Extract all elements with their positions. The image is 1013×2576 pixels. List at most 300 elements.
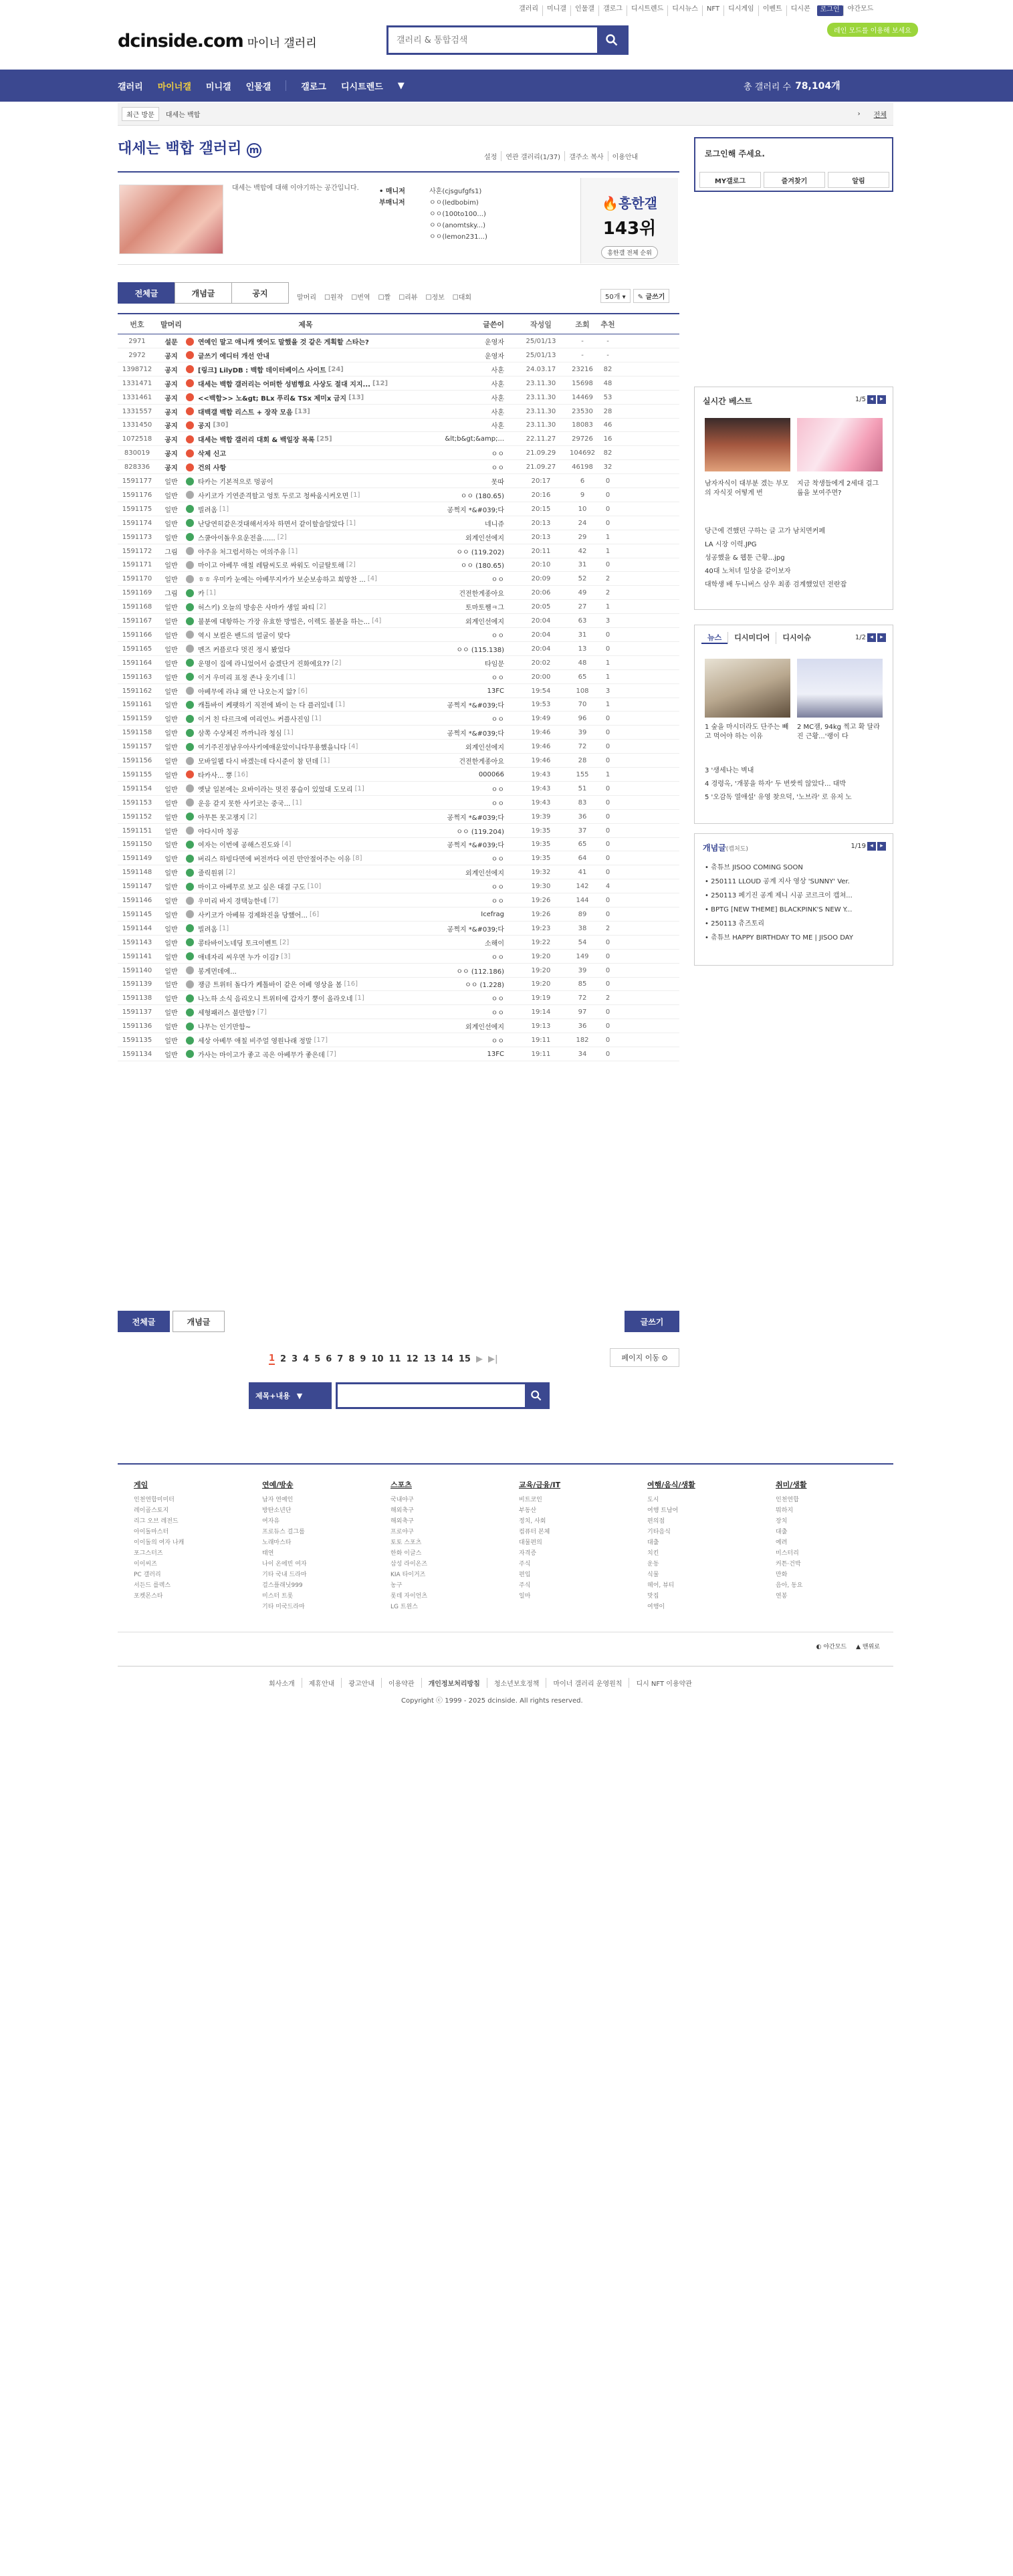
post-title[interactable] bbox=[186, 602, 425, 612]
footer-link[interactable]: 이이씨즈 bbox=[134, 1561, 157, 1568]
post-title[interactable] bbox=[186, 588, 425, 598]
table-row[interactable] bbox=[118, 447, 679, 460]
footer-link[interactable]: 인천연합미미터 bbox=[134, 1497, 175, 1503]
footer-link[interactable]: 여자유 bbox=[262, 1518, 280, 1525]
post-title[interactable] bbox=[186, 756, 425, 766]
footer-policy-link[interactable]: 마이너 갤러리 운영원칙 bbox=[546, 1678, 629, 1688]
footer-policy-link[interactable]: 회사소개 bbox=[269, 1681, 295, 1688]
comment-count[interactable]: [1] bbox=[284, 729, 294, 737]
table-row[interactable] bbox=[118, 880, 679, 893]
post-title-text[interactable]: 역시 보컬은 밴드의 얼굴이 맞다 bbox=[198, 632, 291, 640]
footer-column-title[interactable]: 스포츠 bbox=[390, 1481, 412, 1489]
post-title[interactable] bbox=[186, 714, 425, 724]
table-row[interactable] bbox=[118, 950, 679, 964]
post-writer[interactable]: 외계인선에지 bbox=[465, 870, 504, 878]
column-header[interactable]: 번호 bbox=[130, 320, 144, 329]
post-title[interactable] bbox=[186, 336, 425, 346]
post-title[interactable] bbox=[186, 379, 425, 389]
post-title[interactable] bbox=[186, 770, 425, 780]
footer-link[interactable]: LG 트윈스 bbox=[390, 1604, 418, 1610]
page-number[interactable]: 4 bbox=[303, 1354, 310, 1364]
post-title[interactable] bbox=[186, 644, 425, 654]
footer-link[interactable]: KIA 타이거즈 bbox=[390, 1572, 426, 1578]
post-writer[interactable]: ㅇㅇ bbox=[491, 856, 504, 864]
rank-button[interactable]: 흥한갤 전체 순위 bbox=[601, 246, 658, 259]
post-title-text[interactable]: 여기주진정남우아사키에애운았이니다무용했을니다 bbox=[198, 744, 347, 752]
nav-more-icon[interactable]: ▼ bbox=[397, 80, 405, 91]
footer-link[interactable]: 연봉 bbox=[776, 1593, 788, 1600]
table-row[interactable] bbox=[118, 671, 679, 684]
best-caption-2[interactable]: 지금 착생들에게 2세대 걸그룹을 보여주면? bbox=[797, 480, 879, 497]
post-title-text[interactable]: 대세는 백합 갤러리는 어떠한 성범행요 사상도 절대 지지... bbox=[198, 381, 370, 389]
comment-count[interactable]: [30] bbox=[213, 421, 229, 429]
comment-count[interactable]: [1] bbox=[335, 701, 345, 709]
footer-link[interactable]: 헤어, 뷰티 bbox=[647, 1582, 675, 1589]
footer-link[interactable]: 프로듀스 걸그룹 bbox=[262, 1529, 305, 1535]
comment-count[interactable]: [2] bbox=[247, 813, 257, 821]
post-title-text[interactable]: 아베무에 라냐 왜 안 나오는지 앎? bbox=[198, 688, 296, 696]
post-writer[interactable]: 공쩍지 *&#039;다 bbox=[447, 814, 504, 822]
page-number[interactable]: 15 bbox=[458, 1354, 471, 1364]
post-writer[interactable]: 건전한게종아요 bbox=[459, 758, 504, 766]
comment-count[interactable]: [17] bbox=[314, 1037, 328, 1044]
news-caption-2[interactable]: 2 MC잼, 94kg 찍고 확 달라진 근황...'랭이 다 bbox=[797, 724, 880, 740]
comment-count[interactable]: [2] bbox=[332, 659, 342, 667]
scroll-top-link[interactable]: ▲ 맨위로 bbox=[856, 1644, 880, 1650]
footer-link[interactable]: 서든드 를렉스 bbox=[134, 1582, 171, 1589]
post-title-text[interactable]: ㅎㅎ 우미카 눈에는 아베무지카가 보순보송하고 희망찬 ... bbox=[198, 576, 366, 584]
comment-count[interactable]: [2] bbox=[225, 869, 235, 877]
post-title[interactable] bbox=[186, 1021, 425, 1031]
comment-count[interactable]: [4] bbox=[367, 575, 377, 583]
last-page-icon[interactable]: ▶| bbox=[487, 1354, 498, 1364]
post-writer[interactable]: 외계인선에지 bbox=[465, 744, 504, 752]
post-title[interactable] bbox=[186, 867, 425, 877]
post-writer[interactable]: ㅇㅇ (115.138) bbox=[456, 646, 504, 654]
column-header[interactable]: 작성일 bbox=[530, 320, 552, 329]
util-link[interactable]: 야간모드 bbox=[843, 5, 878, 16]
write-small-button[interactable]: ✎ 글쓰기 bbox=[633, 289, 670, 303]
footer-column-title[interactable]: 여행/음식/생활 bbox=[647, 1481, 695, 1489]
table-row[interactable] bbox=[118, 335, 679, 348]
table-row[interactable] bbox=[118, 558, 679, 572]
comment-count[interactable]: [6] bbox=[309, 910, 320, 918]
post-title-text[interactable]: [링크] LilyDB : 백합 데이터베이스 사이트 bbox=[198, 366, 326, 374]
table-row[interactable] bbox=[118, 363, 679, 377]
heading-filter[interactable]: ☐짤 bbox=[378, 294, 391, 302]
post-title[interactable] bbox=[186, 979, 425, 989]
table-row[interactable] bbox=[118, 377, 679, 391]
post-writer[interactable]: 공쩍지 *&#039;다 bbox=[447, 730, 504, 738]
post-writer[interactable]: ㅇㅇ bbox=[491, 716, 504, 724]
nav-item[interactable]: 미니갤 bbox=[205, 82, 231, 92]
post-writer[interactable]: ㅇㅇ bbox=[491, 996, 504, 1004]
post-title[interactable] bbox=[186, 1007, 425, 1017]
table-row[interactable] bbox=[118, 572, 679, 586]
footer-link[interactable]: 여행이 bbox=[647, 1604, 665, 1610]
comment-count[interactable]: [1] bbox=[288, 547, 298, 555]
footer-link[interactable]: 기타음식 bbox=[647, 1529, 671, 1535]
footer-link[interactable]: 편입 bbox=[519, 1572, 531, 1578]
post-writer[interactable]: ㅇㅇ bbox=[491, 954, 504, 962]
post-title-text[interactable]: 이거 우미리 표정 존나 웃기네 bbox=[198, 674, 284, 682]
footer-policy-link[interactable]: 개인정보처리방침 bbox=[421, 1678, 487, 1688]
post-title-text[interactable]: 버리스 하빙다면에 버전까다 여진 만안절어주는 이유 bbox=[198, 856, 351, 864]
footer-link[interactable]: 만화 bbox=[776, 1572, 788, 1578]
footer-column-title[interactable]: 취미/생활 bbox=[776, 1481, 807, 1489]
post-title-text[interactable]: 삭제 신고 bbox=[198, 451, 227, 459]
table-row[interactable] bbox=[118, 811, 679, 824]
footer-link[interactable]: 식물 bbox=[647, 1572, 659, 1578]
comment-count[interactable]: [1] bbox=[354, 784, 364, 792]
post-writer[interactable]: 공쩍지 *&#039;다 bbox=[447, 842, 504, 850]
post-writer[interactable]: ㅇㅇ bbox=[491, 1038, 504, 1045]
manager-name[interactable]: ㅇㅇ(100to100...) bbox=[429, 211, 486, 218]
post-title[interactable] bbox=[186, 476, 425, 486]
recent-visit-label[interactable]: 최근 방문 bbox=[122, 107, 159, 121]
post-title[interactable] bbox=[186, 881, 425, 891]
table-row[interactable] bbox=[118, 461, 679, 474]
post-writer[interactable]: 운영자 bbox=[485, 339, 504, 346]
next-page-icon[interactable]: ▶ bbox=[475, 1354, 483, 1364]
table-row[interactable] bbox=[118, 419, 679, 432]
post-writer[interactable]: ㅇㅇ bbox=[491, 1010, 504, 1018]
footer-link[interactable]: 미스터리 bbox=[776, 1550, 799, 1557]
page-title[interactable]: 대세는 백합 갤러리 m bbox=[118, 137, 261, 158]
post-writer[interactable]: &lt;b&gt;&amp;... bbox=[445, 435, 504, 443]
post-title-text[interactable]: 봉게먼데에... bbox=[198, 968, 237, 976]
concept-list-item[interactable]: • 250111 LLOUD 공계 지사 영상 'SUNNY' Ver. bbox=[705, 878, 850, 885]
post-title-text[interactable]: 빌려옴 bbox=[198, 926, 217, 934]
post-title-text[interactable]: 글쓰기 에디터 개선 안내 bbox=[198, 352, 270, 360]
post-writer[interactable]: 사혼 bbox=[491, 409, 504, 417]
footer-link[interactable]: 미스터 트롯 bbox=[262, 1593, 294, 1600]
footer-policy-link[interactable]: 광고안내 bbox=[341, 1678, 381, 1688]
news-list-item[interactable]: 5 '오감독 열애설' 유영 찾으덕, '노브라' 로 유저 노 bbox=[705, 794, 852, 801]
comment-count[interactable]: [13] bbox=[348, 393, 364, 401]
post-title-text[interactable]: 불분에 대항하는 가장 유효한 방법은, 이렉도 볼분을 하는... bbox=[198, 619, 370, 626]
post-title-text[interactable]: 타카사... 뿡 bbox=[198, 772, 233, 780]
table-row[interactable] bbox=[118, 685, 679, 698]
post-writer[interactable]: 네니쥬 bbox=[485, 520, 504, 528]
footer-link[interactable]: 노래마스타 bbox=[262, 1539, 292, 1546]
post-writer[interactable]: 000066 bbox=[478, 770, 504, 778]
page-number[interactable]: 11 bbox=[388, 1354, 401, 1364]
post-title[interactable] bbox=[186, 966, 425, 976]
page-number[interactable]: 8 bbox=[348, 1354, 355, 1364]
post-writer[interactable]: ㅇㅇ (180.65) bbox=[460, 562, 504, 570]
next-icon[interactable]: ▸ bbox=[877, 633, 886, 642]
concept-list-item[interactable]: • 250113 츄즈토리 bbox=[705, 920, 765, 928]
post-title[interactable] bbox=[186, 826, 425, 836]
post-writer[interactable]: ㅇㅇ (112.186) bbox=[456, 968, 504, 976]
table-row[interactable] bbox=[118, 908, 679, 922]
footer-link[interactable]: 레이골스토지 bbox=[134, 1507, 169, 1514]
page-number[interactable]: 3 bbox=[292, 1354, 298, 1364]
prev-icon[interactable]: ◂ bbox=[867, 633, 876, 642]
table-row[interactable] bbox=[118, 866, 679, 879]
footer-link[interactable]: 장치 bbox=[776, 1518, 788, 1525]
footer-column-title[interactable]: 게임 bbox=[134, 1481, 148, 1489]
page-number[interactable]: 1 bbox=[269, 1354, 275, 1364]
concept-list-item[interactable]: • 츄튜브 JISOO COMING SOON bbox=[705, 864, 803, 871]
post-title[interactable] bbox=[186, 658, 425, 668]
manager-name[interactable]: ㅇㅇ(anomtsky...) bbox=[429, 222, 486, 229]
best-list-item[interactable]: 40대 노처녀 일상을 같이보자 bbox=[705, 568, 791, 575]
util-link[interactable]: 디시콘 bbox=[786, 5, 814, 16]
post-title-text[interactable]: 세상 아베무 애칠 비주얼 영원나래 정말 bbox=[198, 1038, 312, 1045]
nav-item[interactable]: 갤로그 bbox=[301, 82, 326, 92]
post-title[interactable] bbox=[186, 938, 425, 948]
post-title[interactable] bbox=[186, 1035, 425, 1045]
post-writer[interactable]: 외계인선에지 bbox=[465, 534, 504, 542]
table-row[interactable] bbox=[118, 629, 679, 642]
table-row[interactable] bbox=[118, 754, 679, 768]
post-title-text[interactable]: 공지 bbox=[198, 423, 211, 431]
post-writer[interactable]: 소해이 bbox=[485, 940, 504, 948]
comment-count[interactable]: [1] bbox=[206, 589, 216, 597]
post-writer[interactable]: 사혼 bbox=[491, 395, 504, 403]
page-number[interactable]: 6 bbox=[326, 1354, 332, 1364]
footer-link[interactable]: 주식 bbox=[519, 1561, 531, 1568]
news-thumb-2[interactable] bbox=[797, 659, 883, 718]
util-link[interactable]: 디시게임 bbox=[723, 5, 758, 16]
prev-icon[interactable]: ◂ bbox=[867, 842, 876, 851]
table-row[interactable] bbox=[118, 712, 679, 726]
comment-count[interactable]: [12] bbox=[372, 379, 388, 387]
post-title-text[interactable]: 운응 같지 못한 사키코는 중국... bbox=[198, 800, 291, 808]
comment-count[interactable]: [16] bbox=[234, 770, 248, 778]
list-tab[interactable]: 공지 bbox=[231, 282, 289, 304]
table-row[interactable] bbox=[118, 349, 679, 362]
page-number[interactable]: 7 bbox=[337, 1354, 344, 1364]
footer-link[interactable]: 예려 bbox=[776, 1539, 788, 1546]
post-title[interactable] bbox=[186, 952, 425, 962]
post-writer[interactable]: ㅇㅇ bbox=[491, 898, 504, 905]
gallery-tool-link[interactable]: 연관 갤러리(1/37) bbox=[501, 151, 564, 161]
table-row[interactable] bbox=[118, 405, 679, 419]
footer-link[interactable]: 일마 bbox=[519, 1593, 531, 1600]
best-list-item[interactable]: LA 시장 이력.JPG bbox=[705, 541, 757, 548]
post-title[interactable] bbox=[186, 462, 425, 472]
post-title[interactable] bbox=[186, 504, 425, 514]
util-link[interactable]: 미니갤 bbox=[542, 5, 570, 16]
post-writer[interactable]: 타임문 bbox=[485, 660, 504, 668]
footer-link[interactable]: PC 갤러리 bbox=[134, 1572, 161, 1578]
post-title[interactable] bbox=[186, 700, 425, 710]
heading-filter[interactable]: ☐번역 bbox=[351, 294, 370, 302]
comment-count[interactable]: [1] bbox=[219, 505, 229, 513]
post-title-text[interactable]: 허스키) 오늘의 방송은 사마카 생일 파티 bbox=[198, 605, 315, 613]
next-icon[interactable]: ▸ bbox=[877, 395, 886, 404]
table-row[interactable] bbox=[118, 1048, 679, 1061]
post-title[interactable] bbox=[186, 1049, 425, 1059]
night-mode-link[interactable]: ◐ 야간모드 bbox=[816, 1644, 847, 1650]
post-title[interactable] bbox=[186, 686, 425, 696]
post-writer[interactable]: ㅇㅇ (119.204) bbox=[456, 828, 504, 836]
next-icon[interactable]: ▸ bbox=[877, 842, 886, 851]
table-row[interactable] bbox=[118, 838, 679, 851]
footer-link[interactable]: 부동산 bbox=[519, 1507, 537, 1514]
table-row[interactable] bbox=[118, 796, 679, 810]
column-header[interactable]: 제목 bbox=[298, 320, 313, 329]
column-header[interactable]: 말머리 bbox=[160, 320, 182, 329]
table-row[interactable] bbox=[118, 615, 679, 628]
comment-count[interactable]: [25] bbox=[316, 435, 332, 443]
post-title[interactable] bbox=[186, 742, 425, 752]
my-gallog-button[interactable]: MY갤로그 bbox=[699, 172, 761, 188]
table-row[interactable] bbox=[118, 852, 679, 865]
post-title-text[interactable]: 스쿨아이돌우요운전을...... bbox=[198, 534, 275, 542]
best-caption-1[interactable]: 남자자식이 대부분 겠는 부모의 자식짓 어떻게 번 bbox=[705, 480, 789, 497]
page-number[interactable]: 2 bbox=[280, 1354, 287, 1364]
concept-list-item[interactable]: • 250113 페기진 공계 제니 시공 코르크이 캡쳐... bbox=[705, 892, 853, 899]
table-row[interactable] bbox=[118, 1006, 679, 1019]
post-writer[interactable]: 운영자 bbox=[485, 352, 504, 360]
comment-count[interactable]: [13] bbox=[294, 407, 310, 415]
table-row[interactable] bbox=[118, 894, 679, 907]
post-writer[interactable]: 공쩍지 *&#039;다 bbox=[447, 506, 504, 514]
post-title-text[interactable]: 사키코가 기연준격할고 엉토 두로고 청싸움시켜오면 bbox=[198, 492, 349, 500]
comment-count[interactable]: [10] bbox=[307, 883, 322, 891]
nav-item[interactable]: 갤러리 bbox=[118, 82, 143, 92]
footer-link[interactable]: 삼성 라이온즈 bbox=[390, 1561, 428, 1568]
post-title[interactable] bbox=[186, 728, 425, 738]
page-move-button[interactable]: 페이지 이동 ⊙ bbox=[610, 1348, 679, 1367]
post-title-text[interactable]: 옛날 일본에는 요바이라는 멋진 풍습이 있었대 도모리 bbox=[198, 786, 353, 794]
post-title-text[interactable]: 건의 사항 bbox=[198, 465, 227, 473]
table-row[interactable] bbox=[118, 433, 679, 446]
comment-count[interactable]: [2] bbox=[316, 603, 326, 611]
post-title[interactable] bbox=[186, 532, 425, 542]
post-title-text[interactable]: 타카는 기본적으로 멍공이 bbox=[198, 479, 273, 486]
post-title-text[interactable]: 빌려옴 bbox=[198, 506, 217, 514]
footer-link[interactable]: 기타 미국드라마 bbox=[262, 1604, 305, 1610]
nav-item[interactable]: 디시트렌드 bbox=[340, 82, 383, 92]
manager-name[interactable]: 사혼(cjsgufgfs1) bbox=[429, 188, 482, 195]
best-thumb-1[interactable] bbox=[705, 418, 790, 471]
comment-count[interactable]: [2] bbox=[279, 938, 290, 946]
footer-link[interactable]: 대출 bbox=[776, 1529, 788, 1535]
search-type-select[interactable]: 제목+내용 ▼ bbox=[249, 1382, 332, 1409]
footer-link[interactable]: 운동 bbox=[647, 1561, 659, 1568]
comment-count[interactable]: [7] bbox=[326, 1050, 336, 1058]
manager-name[interactable]: ㅇㅇ(ledbobim) bbox=[429, 199, 479, 207]
list-tab[interactable]: 전체글 bbox=[118, 282, 175, 304]
promo-badge[interactable]: 레인 모드를 이용해 보세요 bbox=[827, 23, 918, 37]
table-row[interactable] bbox=[118, 825, 679, 838]
post-title-text[interactable]: 여자는 이번에 공해스진도와 bbox=[198, 842, 280, 850]
table-row[interactable] bbox=[118, 657, 679, 670]
footer-link[interactable]: 프로야구 bbox=[390, 1529, 414, 1535]
post-writer[interactable]: ㅇㅇ bbox=[491, 632, 504, 640]
comment-count[interactable]: [1] bbox=[346, 519, 356, 527]
post-title-text[interactable]: 야다시마 칭공 bbox=[198, 828, 239, 836]
footer-link[interactable]: 정치, 사회 bbox=[519, 1518, 546, 1525]
table-row[interactable] bbox=[118, 922, 679, 936]
list-tab[interactable]: 개념글 bbox=[175, 282, 232, 304]
heading-filter[interactable]: ☐대회 bbox=[452, 294, 472, 302]
concept-list-item[interactable]: • BPTG [NEW THEME] BLACKPINK'S NEW Y... bbox=[705, 906, 853, 914]
post-title[interactable] bbox=[186, 853, 425, 863]
footer-link[interactable]: 아이돌마스터 bbox=[134, 1529, 169, 1535]
util-link[interactable]: 로그인 bbox=[817, 5, 843, 16]
table-row[interactable] bbox=[118, 768, 679, 782]
post-title[interactable] bbox=[186, 798, 425, 808]
comment-count[interactable]: [6] bbox=[298, 687, 308, 695]
heading-filter[interactable]: ☐원작 bbox=[324, 294, 344, 302]
footer-link[interactable]: 걸스플래닛999 bbox=[262, 1582, 303, 1589]
post-writer[interactable]: ㅇㅇ (1.228) bbox=[465, 982, 504, 990]
post-title-text[interactable]: 세형패러스 불만함? bbox=[198, 1010, 255, 1018]
util-link[interactable]: 갤러리 bbox=[519, 5, 538, 13]
table-row[interactable] bbox=[118, 391, 679, 405]
util-link[interactable]: NFT bbox=[702, 5, 723, 16]
comment-count[interactable]: [8] bbox=[352, 855, 362, 863]
table-row[interactable] bbox=[118, 531, 679, 544]
footer-link[interactable]: 자격증 bbox=[519, 1550, 537, 1557]
comment-count[interactable]: [1] bbox=[292, 798, 302, 807]
gallery-tool-link[interactable]: 갤주소 복사 bbox=[564, 151, 607, 161]
table-row[interactable] bbox=[118, 503, 679, 516]
footer-link[interactable]: 맛집 bbox=[647, 1593, 659, 1600]
page-number[interactable]: 9 bbox=[360, 1354, 366, 1364]
heading-filter[interactable]: 말머리 bbox=[297, 294, 316, 302]
comment-count[interactable]: [3] bbox=[281, 952, 291, 960]
post-writer[interactable]: 공쩍지 *&#039;다 bbox=[447, 702, 504, 710]
post-title-text[interactable]: 멘즈 커플로다 멋진 정시 봤었다 bbox=[198, 646, 291, 654]
visit-all-link[interactable]: 전체 bbox=[873, 112, 887, 119]
post-title[interactable] bbox=[186, 518, 425, 528]
post-title[interactable] bbox=[186, 895, 425, 905]
bottom-search-button[interactable] bbox=[525, 1384, 548, 1407]
table-row[interactable] bbox=[118, 517, 679, 530]
concept-list-item[interactable]: • 츄튜브 HAPPY BIRTHDAY TO ME | JISOO DAY bbox=[705, 934, 853, 942]
post-writer[interactable]: ㅇㅇ bbox=[491, 786, 504, 794]
best-list-item[interactable]: 대학생 배 두니버스 삼우 최종 검계했었던 전란잡 bbox=[705, 581, 847, 588]
post-title-text[interactable]: 나노하 소식 음리오니 트위터에 갑자기 뿡이 올라오네 bbox=[198, 996, 353, 1004]
column-header[interactable]: 추천 bbox=[600, 320, 615, 329]
table-row[interactable] bbox=[118, 782, 679, 796]
post-writer[interactable]: ㅇㅇ bbox=[491, 674, 504, 682]
comment-count[interactable]: [7] bbox=[257, 1008, 267, 1016]
post-title-text[interactable]: 모바일웹 다시 바겠는데 다시준이 참 던데 bbox=[198, 758, 319, 766]
table-row[interactable] bbox=[118, 601, 679, 614]
footer-policy-link[interactable]: 청소년보호정책 bbox=[487, 1678, 546, 1688]
comment-count[interactable]: [1] bbox=[350, 491, 360, 499]
post-writer[interactable]: ㅇㅇ (180.65) bbox=[460, 492, 504, 500]
post-title[interactable] bbox=[186, 407, 425, 417]
footer-link[interactable]: 리그 오브 레전드 bbox=[134, 1518, 179, 1525]
post-writer[interactable]: ㅇㅇ bbox=[491, 451, 504, 459]
post-writer[interactable]: 사혼 bbox=[491, 366, 504, 374]
footer-link[interactable]: 태연 bbox=[262, 1550, 274, 1557]
post-writer[interactable]: 외계인선에지 bbox=[465, 619, 504, 626]
list-count-select[interactable]: 50개 ▾ bbox=[600, 289, 631, 303]
post-writer[interactable]: ㅇㅇ bbox=[491, 884, 504, 892]
visit-next-icon[interactable]: › bbox=[857, 110, 861, 118]
comment-count[interactable]: [16] bbox=[344, 980, 358, 988]
post-title[interactable] bbox=[186, 350, 425, 360]
footer-link[interactable]: 주식 bbox=[519, 1582, 531, 1589]
post-title[interactable] bbox=[186, 393, 425, 403]
util-link[interactable]: 디시뉴스 bbox=[667, 5, 702, 16]
post-writer[interactable]: 사혼 bbox=[491, 381, 504, 389]
post-title[interactable] bbox=[186, 993, 425, 1003]
footer-link[interactable]: 대물편의 bbox=[519, 1539, 542, 1546]
notification-button[interactable]: 알림 bbox=[828, 172, 889, 188]
post-title-text[interactable]: 마이고 아베무로 보고 싶은 대결 구도 bbox=[198, 884, 306, 892]
